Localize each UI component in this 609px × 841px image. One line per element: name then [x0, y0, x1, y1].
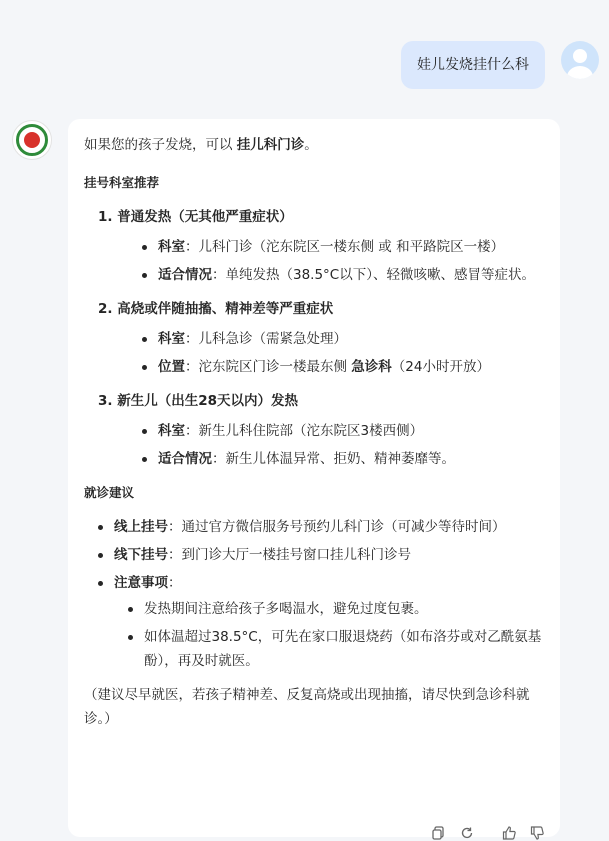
closing-note: （建议尽早就医，若孩子精神差、反复高烧或出现抽搐，请尽快到急诊科就诊。）: [84, 687, 530, 727]
recommendation-item: 1. 普通发热（无其他严重症状） 科室：儿科门诊（沱东院区一楼东侧 或 和平路院区一楼） 适合情况：单纯发热（38.5°C以下）、轻微咳嗽、感冒等症状。: [98, 205, 542, 287]
user-message-row: [0, 40, 599, 89]
caution-list: [128, 597, 542, 673]
recommendation-item: 3. 新生儿（出生28天以内）发热 科室：新生儿科住院部（沱东院区3楼西侧） 适合情况：新生儿体温异常、拒奶、精神萎靡等。: [98, 389, 542, 471]
list-item: 位置：沱东院区门诊一楼最东侧 急诊科（24小时开放）: [142, 355, 542, 379]
assistant-avatar: [12, 120, 52, 160]
list-item: 注意事项： 发热期间注意给孩子多喝温水，避免过度包裹。 如体温超过38.5°C，可先在家口服退烧药（如布洛芬或对乙酰氨基酚），再及时就医。: [98, 571, 542, 673]
thumbs-up-icon[interactable]: [500, 826, 518, 840]
list-item: 适合情况：单纯发热（38.5°C以下）、轻微咳嗽、感冒等症状。: [142, 263, 542, 287]
list-item: 线下挂号：到门诊大厅一楼挂号窗口挂儿科门诊号: [98, 543, 542, 567]
list-item: 适合情况：新生儿体温异常、拒奶、精神萎靡等。: [142, 447, 542, 471]
list-item: 科室：新生儿科住院部（沱东院区3楼西侧）: [142, 419, 542, 443]
answer-intro: 如果您的孩子发烧，可以 挂儿科门诊。: [84, 137, 318, 153]
section-title-department: 挂号科室推荐: [84, 175, 160, 190]
list-item: 发热期间注意给孩子多喝温水，避免过度包裹。: [128, 597, 542, 621]
list-item: 科室：儿科门诊（沱东院区一楼东侧 或 和平路院区一楼）: [142, 235, 542, 259]
refresh-icon[interactable]: [458, 826, 476, 840]
message-actions: [430, 826, 546, 840]
list-item: 线上挂号：通过官方微信服务号预约儿科门诊（可减少等待时间）: [98, 515, 542, 539]
recommendation-item: 2. 高烧或伴随抽搐、精神差等严重症状 科室：儿科急诊（需紧急处理） 位置：沱东院区门诊一楼最东侧 急诊科（24小时开放）: [98, 297, 542, 379]
section-title-advice: 就诊建议: [84, 485, 135, 500]
hospital-logo-icon: [16, 124, 48, 156]
user-avatar: [561, 41, 599, 79]
copy-icon[interactable]: [430, 826, 448, 840]
list-item: 科室：儿科急诊（需紧急处理）: [142, 327, 542, 351]
user-message-bubble: 娃儿发烧挂什么科: [401, 41, 545, 89]
assistant-message-card: [68, 119, 560, 837]
thumbs-down-icon[interactable]: [528, 826, 546, 840]
advice-list: [98, 515, 542, 673]
list-item: 如体温超过38.5°C，可先在家口服退烧药（如布洛芬或对乙酰氨基酚），再及时就医。: [128, 625, 542, 673]
